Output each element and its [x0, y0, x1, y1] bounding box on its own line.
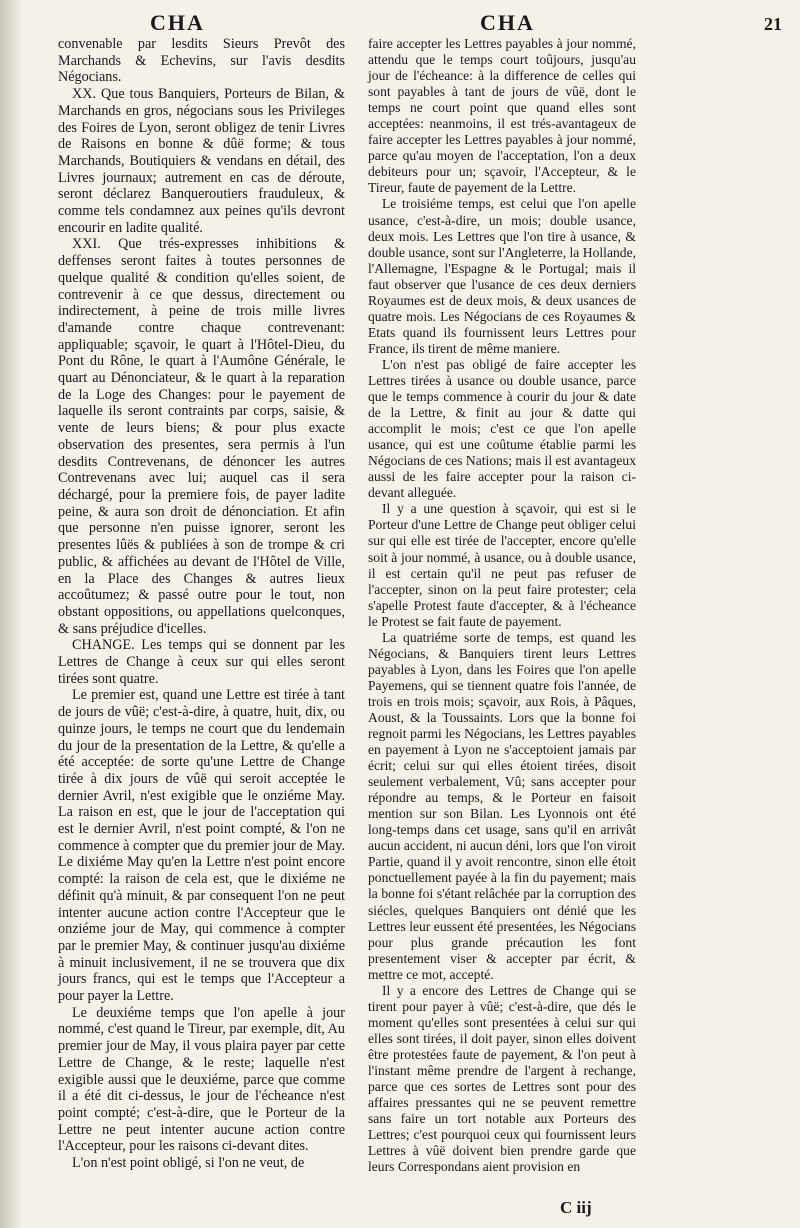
- paragraph: XXI. Que trés-expresses inhibitions & deffenses seront faites à toutes personnes de quelque qualité & condition qu'elles soient, de contrevenir à ce que dessus, directement ou indirectement, à peine de trois mille livres d'amande contre chaque contrevenant: appliquable; sçavoir, le quart à l'Hôtel-Dieu, du Pont du Rône, le quart à l'Aumône Générale, le quart au Dénonciateur, & le quart à la reparation de la Loge des Changes: pour le payement de laquelle ils seront contraints par corps, saisie, & vente de leurs biens; & pour plus exacte observation des presentes, sera permis à l'un desdits Contrevenans, de dénoncer les autres Contrevenans avec lui; auquel cas il sera déchargé, pour la premiere fois, de payer ladite peine, & aura son droit de dénonciation. Et afin que personne n'en puisse ignorer, seront les presentes lûës & publiées à son de trompe & cri public, & affichées au devant de l'Hôtel de Ville, en la Place des Changes & autres lieux accoûtumez; & passé outre pour le tout, non obstant oppositions, ou appellations quelconques, & sans préjudice d'icelles.: [58, 236, 345, 637]
- paragraph: La quatriéme sorte de temps, est quand les Négocians, & Banquiers tirent leurs Lettres payables à Lyon, dans les Foires que l'on apelle Payemens, qui se tiennent quatre fois l'année, de trois en trois mois; sçavoir, aux Rois, à Pâques, Aoust, & la Toussaints. Lors que la bonne foi regnoit parmi les Négocians, les Lettres payables en payement à Lyon ne s'acceptoient jamais par écrit; celui sur qui elles étoient tirées, disoit seulement verbalement, Vû; sans accepter pour répondre au temps, & le Porteur en faisoit mention sur son Bilan. Les Lyonnois ont été long-temps dans cet usage, sans qu'il en arrivât aucun accident, ni aucun déni, lors que l'on viroit Partie, quand il y avoit rencontre, sinon elle étoit ponctuellement payée à la fin du payement; mais la bonne foi s'étant relâchée par la corruption des siécles, quelques Banquiers ont dénié que les Lettres leur eussent été presentées, les Négocians pour plus grande précaution les font presentement viser & accepter par écrit, & mettre ce mot, accepté.: [368, 629, 636, 982]
- running-head-left: CHA: [150, 10, 205, 35]
- paragraph: Le troisiéme temps, est celui que l'on apelle usance, c'est-à-dire, un mois; double usance, deux mois. Les Lettres que l'on tire à usance, & double usance, sont sur l'Angleterre, la Hollande, l'Allemagne, l'Espagne & le Portugal; mais il faut observer que l'usance de ces deux derniers Royaumes est de deux mois, & deux usances de quatre mois. Les Négocians de ces Royaumes & Etats quand ils fournissent leurs Lettres pour France, ils tirent de même maniere.: [368, 196, 636, 356]
- paragraph: faire accepter les Lettres payables à jour nommé, attendu que le temps court toûjours, jusqu'au jour de l'écheance: à la difference de celles qui sont payables à tant de jours de vûë, dont le temps ne court point que quand elles sont acceptées: neanmoins, il est trés-avantageux de faire accepter les Lettres payables à jour nommé, parce qu'au moyen de l'acceptation, l'on a deux debiteurs pour un; sçavoir, l'Accepteur, & le Tireur, faute de payement de la Lettre.: [368, 36, 636, 196]
- page-number: 21: [764, 14, 782, 34]
- paragraph: Il y a encore des Lettres de Change qui se tirent pour payer à vûë; c'est-à-dire, que dés le moment qu'elles sont presentées à celui sur qui elles sont tirées, il doit payer, sinon elles doivent être protestées faute de payement, & l'on peut à l'instant même prendre de l'argent à rechange, parce que ces sortes de Lettres sont pour des affaires pressantes qui ne se peuvent remettre sans faire un tort notable aux Porteurs des Lettres; c'est pourquoi ceux qui fournissent leurs Lettres à vûë doivent bien prendre garde que leurs Correspondans aient provision en: [368, 982, 636, 1175]
- paragraph: convenable par lesdits Sieurs Prevôt des Marchands & Echevins, sur l'avis desdits Négocians.: [58, 36, 345, 86]
- paragraph: Il y a une question à sçavoir, qui est si le Porteur d'une Lettre de Change peut obliger celui sur qui elle est tirée de l'accepter, encore qu'elle soit à jour nommé, à usance, ou à double usance, il est certain qu'il ne peut pas refuser de l'accepter, sinon on la peut faire protester; cela s'apelle Protest faute d'accepter, & à l'écheance le Protest se fait faute de payement.: [368, 501, 636, 629]
- paragraph: XX. Que tous Banquiers, Porteurs de Bilan, & Marchands en gros, négocians sous les Privileges des Foires de Lyon, seront obligez de tenir Livres de Raisons en bonne & dûë forme; & tous Marchands, Boutiquiers & vendans en détail, des Livres journaux; autrement en cas de déroute, seront déclarez Banqueroutiers frauduleux, & comme tels condamnez aux peines qu'ils devront encourir en ladite qualité.: [58, 86, 345, 236]
- left-column: [58, 36, 345, 1172]
- paragraph: L'on n'est pas obligé de faire accepter les Lettres tirées à usance ou double usance, parce que le temps commence à courir du jour & date de la Lettre, & finit au jour & datte qui accomplit le mois; c'est ce que l'on apelle usance, qui est une coûtume établie parmi les Négocians de ces Nations; mais il est avantageux aussi de les faire accepter pour la raison ci-devant alleguée.: [368, 356, 636, 501]
- page-spine-shadow: [0, 0, 22, 1228]
- paragraph: Le premier est, quand une Lettre est tirée à tant de jours de vûë; c'est-à-dire, à quatre, huit, dix, ou quinze jours, le temps ne court que du lendemain du jour de la presentation de la Lettre, & qu'elle a été acceptée: de sorte qu'une Lettre de Change tirée à dix jours de vûë qui seroit acceptée le dernier Avril, n'est exigible que le onziéme May. La raison en est, que le jour de l'acceptation qui est le dernier Avril, n'est point compté, & l'on ne commence à compter que du premier jour de May. Le dixiéme May qu'en la Lettre n'est point encore compté: la raison de cela est, que le dixiéme ne définit qu'à minuit, & par consequent l'on ne peut intenter aucune action contre l'Accepteur que le onziéme jour de May, qui commence à compter par le premier May, & continuer jusqu'au dixiéme à minuit inclusivement, il ne se trouvera que dix jours francs, qui est le temps que l'Accepteur a pour payer la Lettre.: [58, 687, 345, 1005]
- running-head-right: CHA: [480, 10, 535, 35]
- signature-mark: C iij: [560, 1198, 592, 1217]
- paragraph: L'on n'est point obligé, si l'on ne veut, de: [72, 1155, 305, 1172]
- paragraph: Le deuxiéme temps que l'on apelle à jour nommé, c'est quand le Tireur, par exemple, dit, Au premier jour de May, il vous plaira payer par cette Lettre de Change, & le reste; laquelle n'est exigible aussi que le deuxiéme, parce que comme il a été dit ci-dessus, le jour de l'écheance n'est point compté; c'est-à-dire, que le Porteur de la Lettre ne peut intenter aucune action contre l'Accepteur, pour les raisons ci-devant dites.: [58, 1004, 345, 1155]
- right-column: [368, 36, 636, 1175]
- paragraph: CHANGE. Les temps qui se donnent par les Lettres de Change à ceux sur qui elles seront tirées sont quatre.: [58, 637, 345, 687]
